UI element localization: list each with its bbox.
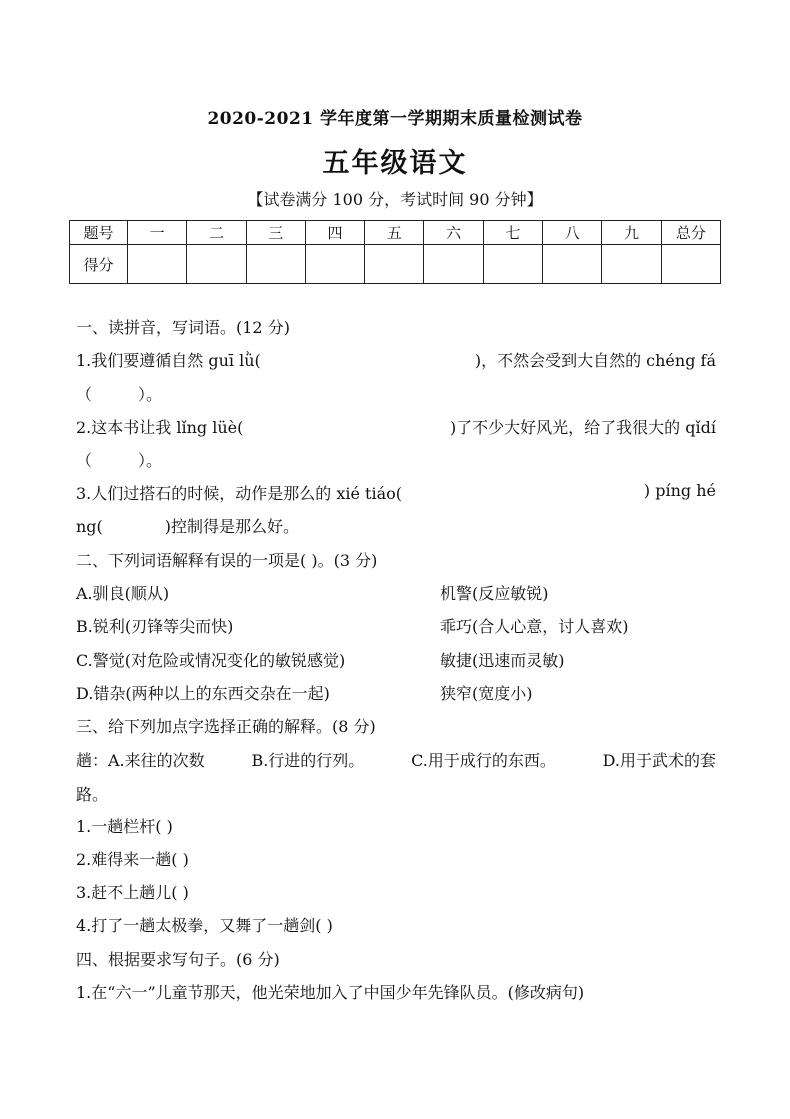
- question-1-3-line-1: [76, 481, 716, 504]
- score-cell[interactable]: [128, 245, 187, 284]
- question-1-2-line-1: [76, 415, 716, 438]
- question-text: 3.人们过搭石的时候，动作是那么的 xié tiáo(: [76, 484, 403, 503]
- option-a-right: 机警(反应敏锐): [440, 584, 549, 603]
- question-text: ) píng hé: [643, 481, 716, 500]
- answer-open-paren: （: [76, 385, 93, 404]
- section-1-heading: 一、读拼音，写词语。(12 分): [76, 318, 290, 337]
- exam-title: 2020-2021 学年度第一学期期末质量检测试卷: [207, 109, 583, 129]
- section-3-question-2: 2.难得来一趟( ): [76, 850, 189, 869]
- question-text: )了不少大好风光，给了我很大的 qǐdí: [449, 418, 716, 437]
- score-cell[interactable]: [661, 245, 720, 284]
- table-cell: 总分: [661, 221, 720, 245]
- question-1-2-line-2: [76, 448, 162, 471]
- table-cell: 八: [543, 221, 602, 245]
- definition-continuation: 路。: [76, 785, 109, 804]
- question-text: ng(: [76, 517, 103, 536]
- score-cell[interactable]: [543, 245, 602, 284]
- definition-c: C.用于成行的东西。: [411, 751, 556, 770]
- answer-open-paren: （: [76, 451, 93, 470]
- option-a-left: A.驯良(顺从): [76, 584, 170, 603]
- answer-close-paren: ）。: [138, 451, 163, 470]
- section-2-heading: 二、下列词语解释有误的一项是( )。(3 分): [76, 551, 378, 570]
- question-text: 2.这本书让我 lǐng lüè(: [76, 418, 244, 437]
- option-b-left: B.锐利(刃锋等尖而快): [76, 617, 234, 636]
- option-c-right: 敏捷(迅速而灵敏): [440, 651, 565, 670]
- score-cell[interactable]: [365, 245, 424, 284]
- definition-d: D.用于武术的套: [602, 751, 716, 770]
- table-cell: 二: [187, 221, 246, 245]
- definition-a: 趟：A.来往的次数: [76, 751, 205, 770]
- section-4-question-1: 1.在“六一”儿童节那天，他光荣地加入了中国少年先锋队员。(修改病句): [76, 983, 585, 1002]
- score-table-score-row: [70, 245, 721, 284]
- question-1-1-line-1: [76, 348, 716, 371]
- score-cell[interactable]: [246, 245, 305, 284]
- score-cell[interactable]: [305, 245, 364, 284]
- question-1-1-line-2: [76, 382, 162, 405]
- option-b-right: 乖巧(合人心意，讨人喜欢): [440, 617, 629, 636]
- exam-note: 【试卷满分 100 分，考试时间 90 分钟】: [247, 190, 543, 209]
- table-cell: 一: [128, 221, 187, 245]
- section-4-heading: 四、根据要求写句子。(6 分): [76, 950, 280, 969]
- score-label: 得分: [70, 245, 128, 284]
- score-table-header-row: [70, 221, 721, 245]
- table-cell: 五: [365, 221, 424, 245]
- answer-close-paren: ）。: [138, 385, 163, 404]
- section-3-question-4: 4.打了一趟太极拳，又舞了一趟剑( ): [76, 916, 333, 935]
- section-3-heading: 三、给下列加点字选择正确的解释。(8 分): [76, 717, 376, 736]
- table-cell: 七: [483, 221, 542, 245]
- table-cell: 三: [246, 221, 305, 245]
- score-cell[interactable]: [483, 245, 542, 284]
- section-3-question-3: 3.赶不上趟儿( ): [76, 883, 189, 902]
- subject-title: 五年级语文: [322, 148, 468, 179]
- table-cell: 九: [602, 221, 661, 245]
- option-d-left: D.错杂(两种以上的东西交杂在一起): [76, 684, 330, 703]
- score-cell[interactable]: [424, 245, 483, 284]
- option-d-right: 狭窄(宽度小): [440, 684, 533, 703]
- score-cell[interactable]: [602, 245, 661, 284]
- definition-b: B.行进的行列。: [251, 751, 365, 770]
- score-cell[interactable]: [187, 245, 246, 284]
- question-text: )，不然会受到大自然的 chéng fá: [474, 351, 716, 370]
- table-cell: 六: [424, 221, 483, 245]
- table-cell: 四: [305, 221, 364, 245]
- question-text: )控制得是那么好。: [164, 517, 300, 536]
- question-1-3-line-2: [76, 514, 299, 537]
- option-c-left: C.警觉(对危险或情况变化的敏锐感觉): [76, 651, 346, 670]
- definition-line: [76, 748, 716, 771]
- question-text: 1.我们要遵循自然 guī lǜ(: [76, 351, 261, 370]
- score-table: [69, 220, 721, 284]
- section-3-question-1: 1.一趟栏杆( ): [76, 817, 173, 836]
- table-cell: 题号: [70, 221, 128, 245]
